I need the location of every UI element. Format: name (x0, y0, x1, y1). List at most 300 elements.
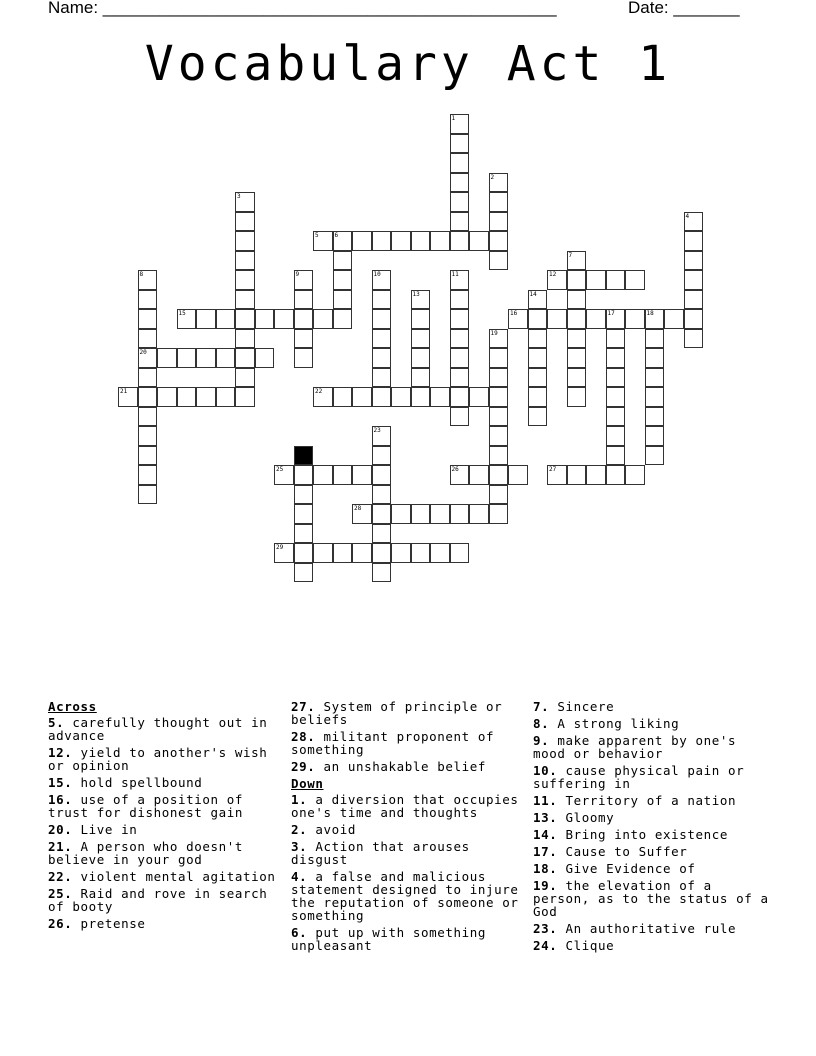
clue-number: 22 (315, 388, 323, 396)
grid-cell[interactable] (372, 524, 392, 544)
clue-number: 16 (510, 310, 518, 318)
grid-cell[interactable] (450, 348, 470, 368)
clue-text: put up with something unpleasant (291, 925, 487, 953)
clue-text: hold spellbound (72, 775, 203, 790)
grid-cell[interactable] (352, 465, 372, 485)
grid-cell[interactable] (352, 387, 372, 407)
grid-cell[interactable] (294, 309, 314, 329)
clue-num: 26. (48, 916, 73, 931)
grid-cell[interactable] (567, 387, 587, 407)
clue-text: make apparent by one's mood or behavior (533, 733, 737, 761)
grid-cell[interactable] (567, 329, 587, 349)
grid-cell[interactable] (333, 465, 353, 485)
clue-num: 10. (533, 763, 558, 778)
clue-number: 25 (276, 466, 284, 474)
grid-cell[interactable] (528, 387, 548, 407)
clue-num: 8. (533, 716, 550, 731)
clue-num: 23. (533, 921, 558, 936)
grid-cell[interactable] (313, 543, 333, 563)
clue-num: 5. (48, 715, 65, 730)
grid-cell[interactable] (294, 465, 314, 485)
grid-cell[interactable] (528, 290, 548, 310)
grid-cell[interactable] (118, 387, 138, 407)
grid-cell[interactable] (216, 348, 236, 368)
down-clue (533, 939, 773, 952)
grid-cell[interactable] (684, 231, 704, 251)
grid-cell[interactable] (469, 465, 489, 485)
grid-cell[interactable] (411, 290, 431, 310)
clue-number: 27 (549, 466, 557, 474)
grid-cell[interactable] (411, 504, 431, 524)
down-clue (533, 794, 773, 807)
grid-cell[interactable] (372, 446, 392, 466)
down-clue (291, 926, 527, 952)
grid-cell[interactable] (450, 387, 470, 407)
grid-cell[interactable] (157, 387, 177, 407)
grid-cell[interactable] (645, 407, 665, 427)
grid-cell[interactable] (411, 309, 431, 329)
grid-cell[interactable] (586, 270, 606, 290)
grid-cell[interactable] (294, 348, 314, 368)
down-clue (291, 840, 527, 866)
clue-text: pretense (72, 916, 146, 931)
grid-cell[interactable] (430, 543, 450, 563)
grid-cell[interactable] (450, 153, 470, 173)
grid-cell[interactable] (313, 465, 333, 485)
grid-cell[interactable] (508, 465, 528, 485)
grid-cell[interactable] (567, 251, 587, 271)
grid-cell[interactable] (489, 212, 509, 232)
clue-num: 22. (48, 869, 73, 884)
clue-number: 9 (295, 271, 300, 279)
grid-cell[interactable] (684, 212, 704, 232)
grid-cell[interactable] (333, 387, 353, 407)
grid-cell[interactable] (391, 504, 411, 524)
down-clue (291, 870, 527, 922)
grid-cell[interactable] (372, 368, 392, 388)
grid-cell[interactable] (508, 309, 528, 329)
grid-cell[interactable] (450, 192, 470, 212)
clue-text: the elevation of a person, as to the status of a God (533, 878, 769, 919)
across-clue (48, 887, 280, 913)
grid-cell[interactable] (235, 290, 255, 310)
grid-cell[interactable] (430, 504, 450, 524)
grid-cell[interactable] (450, 134, 470, 154)
clue-number: 29 (276, 544, 284, 552)
clue-number: 12 (549, 271, 557, 279)
grid-cell[interactable] (430, 231, 450, 251)
grid-cell[interactable] (333, 270, 353, 290)
down-clue (533, 764, 773, 790)
clue-text: An authoritative rule (557, 921, 737, 936)
across-clue (48, 793, 280, 819)
clue-number: 21 (120, 388, 128, 396)
grid-cell[interactable] (138, 290, 158, 310)
grid-cell[interactable] (372, 290, 392, 310)
grid-cell[interactable] (274, 543, 294, 563)
down-clue (533, 828, 773, 841)
grid-cell[interactable] (450, 212, 470, 232)
across-clue (48, 716, 280, 742)
grid-cell[interactable] (235, 368, 255, 388)
clue-num: 1. (291, 792, 308, 807)
grid-cell[interactable] (606, 329, 626, 349)
page-title: Vocabulary Act 1 (144, 36, 672, 92)
grid-cell[interactable] (411, 348, 431, 368)
clue-num: 21. (48, 839, 73, 854)
clue-number: 13 (412, 290, 420, 298)
grid-cell[interactable] (567, 368, 587, 388)
grid-cell[interactable] (391, 543, 411, 563)
clue-number: 17 (607, 310, 615, 318)
grid-cell[interactable] (138, 368, 158, 388)
grid-cell[interactable] (138, 387, 158, 407)
grid-cell[interactable] (177, 387, 197, 407)
grid-cell[interactable] (606, 368, 626, 388)
grid-cell[interactable] (489, 387, 509, 407)
clue-num: 25. (48, 886, 73, 901)
clue-num: 15. (48, 775, 73, 790)
grid-cell[interactable] (138, 407, 158, 427)
grid-cell[interactable] (138, 465, 158, 485)
grid-cell[interactable] (255, 309, 275, 329)
grid-cell[interactable] (625, 465, 645, 485)
grid-cell[interactable] (567, 465, 587, 485)
grid-cell[interactable] (294, 563, 314, 583)
grid-cell[interactable] (372, 563, 392, 583)
clue-text: an unshakable belief (315, 759, 487, 774)
grid-cell[interactable] (372, 387, 392, 407)
grid-cell[interactable] (606, 387, 626, 407)
grid-cell[interactable] (489, 504, 509, 524)
grid-cell[interactable] (333, 290, 353, 310)
grid-cell[interactable] (138, 426, 158, 446)
clue-text: a diversion that occupies one's time and thoughts (291, 792, 519, 820)
grid-cell[interactable] (372, 465, 392, 485)
clue-number: 2 (490, 173, 495, 181)
clue-number: 15 (178, 310, 186, 318)
grid-cell[interactable] (294, 485, 314, 505)
grid-cell[interactable] (216, 387, 236, 407)
grid-cell[interactable] (664, 309, 684, 329)
clue-number: 20 (139, 349, 147, 357)
grid-cell[interactable] (684, 251, 704, 271)
grid-cell[interactable] (645, 368, 665, 388)
clue-text: a false and malicious statement designed to injure the reputation of someone or something (291, 869, 519, 923)
grid-cell[interactable] (489, 348, 509, 368)
clue-text: Raid and rove in search of booty (48, 886, 268, 914)
clue-num: 19. (533, 878, 558, 893)
clue-text: A person who doesn't believe in your god (48, 839, 244, 867)
across-clue (48, 776, 280, 789)
grid-cell[interactable] (157, 348, 177, 368)
grid-cell[interactable] (567, 348, 587, 368)
grid-cell[interactable] (450, 290, 470, 310)
grid-cell[interactable] (450, 270, 470, 290)
grid-cell[interactable] (138, 485, 158, 505)
clue-number: 28 (354, 505, 362, 513)
grid-cell[interactable] (430, 387, 450, 407)
clue-text: violent mental agitation (72, 869, 276, 884)
down-clue (533, 717, 773, 730)
grid-cell[interactable] (450, 329, 470, 349)
clue-num: 3. (291, 839, 308, 854)
grid-cell[interactable] (645, 348, 665, 368)
grid-cell[interactable] (567, 270, 587, 290)
grid-cell[interactable] (450, 407, 470, 427)
grid-cell[interactable] (138, 270, 158, 290)
clue-text: yield to another's wish or opinion (48, 745, 268, 773)
grid-cell[interactable] (489, 329, 509, 349)
grid-cell[interactable] (489, 446, 509, 466)
grid-cell[interactable] (489, 465, 509, 485)
across-clue (291, 760, 527, 773)
clues-column-3 (533, 700, 773, 956)
grid-cell[interactable] (372, 504, 392, 524)
grid-cell[interactable] (294, 524, 314, 544)
grid-cell[interactable] (450, 368, 470, 388)
clue-number: 19 (490, 329, 498, 337)
clue-num: 29. (291, 759, 316, 774)
grid-cell[interactable] (645, 309, 665, 329)
grid-cell[interactable] (196, 348, 216, 368)
grid-cell[interactable] (606, 446, 626, 466)
clue-text: Gloomy (557, 810, 615, 825)
grid-cell[interactable] (333, 309, 353, 329)
grid-cell[interactable] (391, 231, 411, 251)
grid-cell[interactable] (235, 309, 255, 329)
grid-cell[interactable] (625, 309, 645, 329)
grid-cell[interactable] (411, 387, 431, 407)
grid-cell[interactable] (528, 368, 548, 388)
grid-cell[interactable] (138, 446, 158, 466)
across-clue (291, 730, 527, 756)
grid-cell[interactable] (196, 309, 216, 329)
down-clue (533, 700, 773, 713)
grid-cell[interactable] (235, 231, 255, 251)
clue-text: Sincere (549, 699, 615, 714)
grid-cell[interactable] (352, 231, 372, 251)
grid-cell[interactable] (489, 485, 509, 505)
grid-cell[interactable] (294, 504, 314, 524)
grid-cell[interactable] (489, 407, 509, 427)
clue-text: System of principle or beliefs (291, 699, 503, 727)
clue-number: 6 (334, 232, 339, 240)
grid-cell[interactable] (235, 348, 255, 368)
clue-number: 3 (237, 193, 241, 201)
clue-num: 4. (291, 869, 308, 884)
grid-cell[interactable] (567, 290, 587, 310)
grid-cell[interactable] (333, 251, 353, 271)
grid-cell[interactable] (274, 309, 294, 329)
grid-cell[interactable] (528, 329, 548, 349)
grid-cell[interactable] (606, 407, 626, 427)
grid-cell[interactable] (372, 309, 392, 329)
grid-cell[interactable] (235, 251, 255, 271)
grid-cell[interactable] (489, 426, 509, 446)
clue-text: avoid (307, 822, 357, 837)
grid-cell[interactable] (450, 114, 470, 134)
clue-text: Cause to Suffer (557, 844, 688, 859)
grid-cell[interactable] (586, 309, 606, 329)
grid-cell[interactable] (411, 329, 431, 349)
grid-cell[interactable] (450, 173, 470, 193)
grid-cell[interactable] (547, 465, 567, 485)
clue-number: 24 (295, 446, 303, 454)
grid-cell[interactable] (645, 446, 665, 466)
grid-cell[interactable] (489, 231, 509, 251)
grid-cell[interactable] (489, 368, 509, 388)
clues-column-2 (291, 700, 527, 956)
across-clue (48, 746, 280, 772)
down-clue (533, 862, 773, 875)
clue-num: 28. (291, 729, 316, 744)
grid-cell[interactable] (684, 329, 704, 349)
grid-cell[interactable] (528, 407, 548, 427)
grid-cell[interactable] (567, 309, 587, 329)
grid-cell[interactable] (645, 329, 665, 349)
grid-cell[interactable] (606, 348, 626, 368)
grid-cell[interactable] (528, 348, 548, 368)
clue-num: 9. (533, 733, 550, 748)
grid-cell[interactable] (235, 192, 255, 212)
grid-cell[interactable] (606, 270, 626, 290)
grid-cell[interactable] (372, 485, 392, 505)
clue-text: Bring into existence (557, 827, 729, 842)
grid-cell[interactable] (625, 270, 645, 290)
clue-text: militant proponent of something (291, 729, 495, 757)
grid-cell-black (294, 446, 314, 466)
clue-num: 12. (48, 745, 73, 760)
grid-cell[interactable] (645, 387, 665, 407)
grid-cell[interactable] (177, 309, 197, 329)
clue-number: 11 (451, 271, 459, 279)
grid-cell[interactable] (606, 426, 626, 446)
grid-cell[interactable] (606, 465, 626, 485)
grid-cell[interactable] (235, 270, 255, 290)
grid-cell[interactable] (255, 348, 275, 368)
down-clue (533, 734, 773, 760)
down-clue (533, 845, 773, 858)
grid-cell[interactable] (372, 426, 392, 446)
clue-number: 18 (646, 310, 654, 318)
grid-cell[interactable] (469, 231, 489, 251)
clue-number: 26 (451, 466, 459, 474)
date-label: Date: _______ (628, 0, 740, 17)
grid-cell[interactable] (372, 543, 392, 563)
clues-column-1 (48, 700, 280, 934)
grid-cell[interactable] (411, 231, 431, 251)
grid-cell[interactable] (372, 231, 392, 251)
across-clue (48, 870, 280, 883)
grid-cell[interactable] (489, 192, 509, 212)
clue-number: 23 (373, 427, 381, 435)
grid-cell[interactable] (138, 329, 158, 349)
grid-cell[interactable] (684, 309, 704, 329)
grid-cell[interactable] (411, 543, 431, 563)
across-clue (48, 840, 280, 866)
grid-cell[interactable] (313, 309, 333, 329)
grid-cell[interactable] (684, 290, 704, 310)
grid-cell[interactable] (372, 348, 392, 368)
grid-cell[interactable] (450, 309, 470, 329)
grid-cell[interactable] (216, 309, 236, 329)
grid-cell[interactable] (294, 290, 314, 310)
grid-cell[interactable] (489, 173, 509, 193)
down-clue (533, 811, 773, 824)
grid-cell[interactable] (469, 504, 489, 524)
grid-cell[interactable] (450, 465, 470, 485)
grid-cell[interactable] (352, 543, 372, 563)
clue-num: 24. (533, 938, 558, 953)
grid-cell[interactable] (547, 270, 567, 290)
grid-cell[interactable] (196, 387, 216, 407)
grid-cell[interactable] (528, 309, 548, 329)
grid-cell[interactable] (177, 348, 197, 368)
grid-cell[interactable] (606, 309, 626, 329)
grid-cell[interactable] (138, 348, 158, 368)
grid-cell[interactable] (294, 270, 314, 290)
grid-cell[interactable] (450, 543, 470, 563)
grid-cell[interactable] (547, 309, 567, 329)
grid-cell[interactable] (313, 387, 333, 407)
clue-text: Clique (557, 938, 615, 953)
grid-cell[interactable] (372, 270, 392, 290)
down-heading: Down (291, 776, 324, 791)
grid-cell[interactable] (450, 504, 470, 524)
grid-cell[interactable] (235, 387, 255, 407)
down-clue (291, 823, 527, 836)
grid-cell[interactable] (235, 329, 255, 349)
clue-num: 20. (48, 822, 73, 837)
clue-number: 7 (568, 251, 573, 259)
grid-cell[interactable] (235, 212, 255, 232)
grid-cell[interactable] (294, 329, 314, 349)
clue-number: 8 (139, 271, 144, 279)
clue-number: 1 (451, 115, 456, 123)
grid-cell[interactable] (411, 368, 431, 388)
clue-num: 13. (533, 810, 558, 825)
across-heading: Across (48, 699, 97, 714)
grid-cell[interactable] (489, 251, 509, 271)
across-clue (48, 917, 280, 930)
grid-cell[interactable] (333, 543, 353, 563)
grid-cell[interactable] (391, 387, 411, 407)
clue-num: 14. (533, 827, 558, 842)
grid-cell[interactable] (450, 231, 470, 251)
across-clue (48, 823, 280, 836)
grid-cell[interactable] (469, 387, 489, 407)
grid-cell[interactable] (645, 426, 665, 446)
clue-number: 4 (685, 212, 690, 220)
grid-cell[interactable] (352, 504, 372, 524)
clue-text: Give Evidence of (557, 861, 696, 876)
grid-cell[interactable] (684, 270, 704, 290)
grid-cell[interactable] (333, 231, 353, 251)
clue-text: A strong liking (549, 716, 680, 731)
grid-cell[interactable] (138, 309, 158, 329)
clue-number: 14 (529, 290, 537, 298)
down-clue (291, 793, 527, 819)
grid-cell[interactable] (274, 465, 294, 485)
grid-cell[interactable] (294, 543, 314, 563)
grid-cell[interactable] (372, 329, 392, 349)
grid-cell[interactable] (313, 231, 333, 251)
grid-cell[interactable] (586, 465, 606, 485)
clue-text: cause physical pain or suffering in (533, 763, 745, 791)
down-clue (533, 922, 773, 935)
clue-text: carefully thought out in advance (48, 715, 268, 743)
